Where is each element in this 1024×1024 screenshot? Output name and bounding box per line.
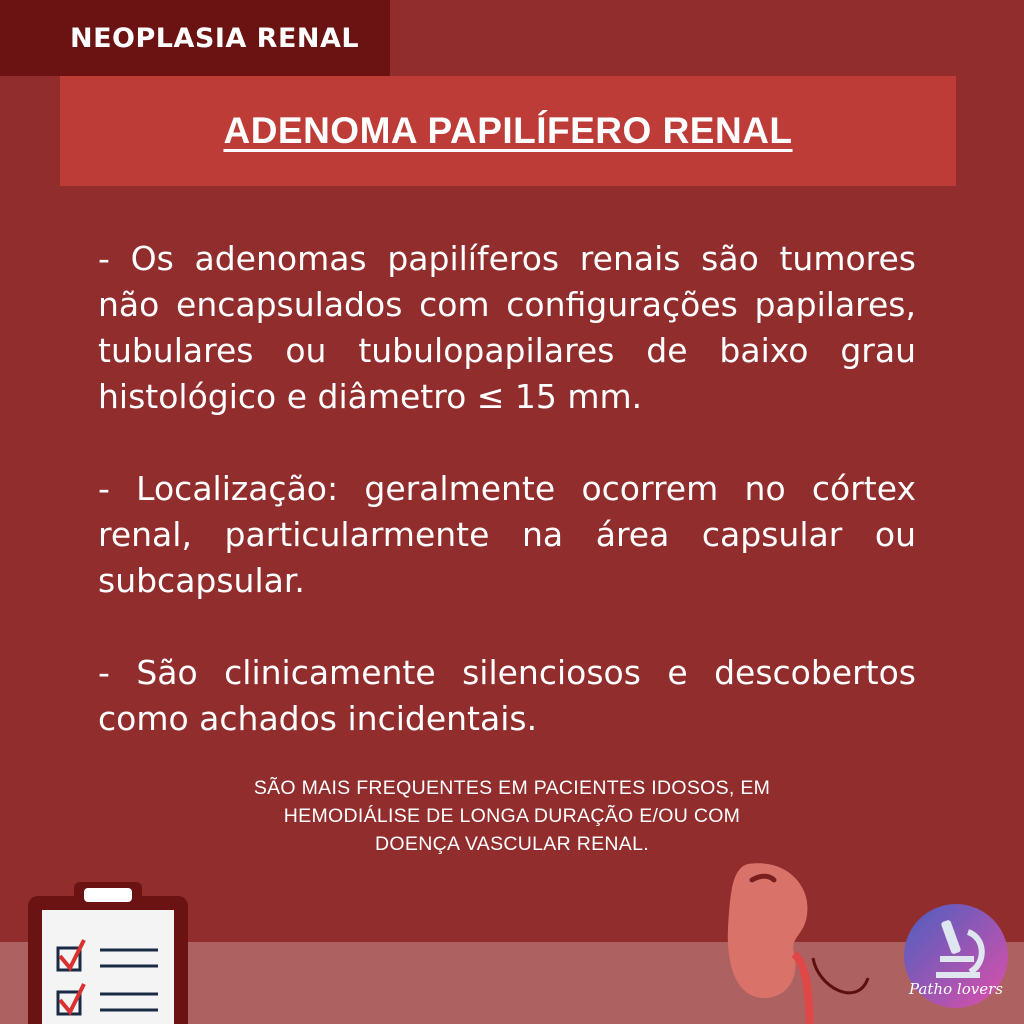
logo-text: Patho lovers — [909, 980, 1003, 998]
paragraph-location: - Localização: geralmente ocorrem no córtex renal, particularmente na área capsular ou subcapsular. — [98, 469, 916, 600]
clipboard-checklist-icon — [28, 878, 198, 1024]
page-title: ADENOMA PAPILÍFERO RENAL — [223, 110, 793, 151]
title-banner — [60, 76, 956, 186]
footnote-line: DOENÇA VASCULAR RENAL. — [375, 833, 649, 855]
footnote-line: HEMODIÁLISE DE LONGA DURAÇÃO E/OU COM — [283, 805, 741, 827]
patho-lovers-logo — [902, 902, 1010, 1010]
kidney-icon — [718, 858, 898, 1024]
section-tag — [0, 0, 390, 76]
footnote — [160, 774, 864, 858]
section-tag-label: NEOPLASIA RENAL — [70, 22, 360, 54]
paragraph-clinical: - São clinicamente silenciosos e descobertos como achados incidentais. — [98, 653, 916, 738]
paragraph-definition: - Os adenomas papilíferos renais são tumores não encapsulados com configurações papilares, tubulares ou tubulopapilares de baixo grau histológico e diâmetro ≤ 15 mm. — [98, 239, 916, 416]
body-text — [98, 236, 916, 788]
footnote-line: SÃO MAIS FREQUENTES EM PACIENTES IDOSOS, EM — [253, 777, 771, 799]
